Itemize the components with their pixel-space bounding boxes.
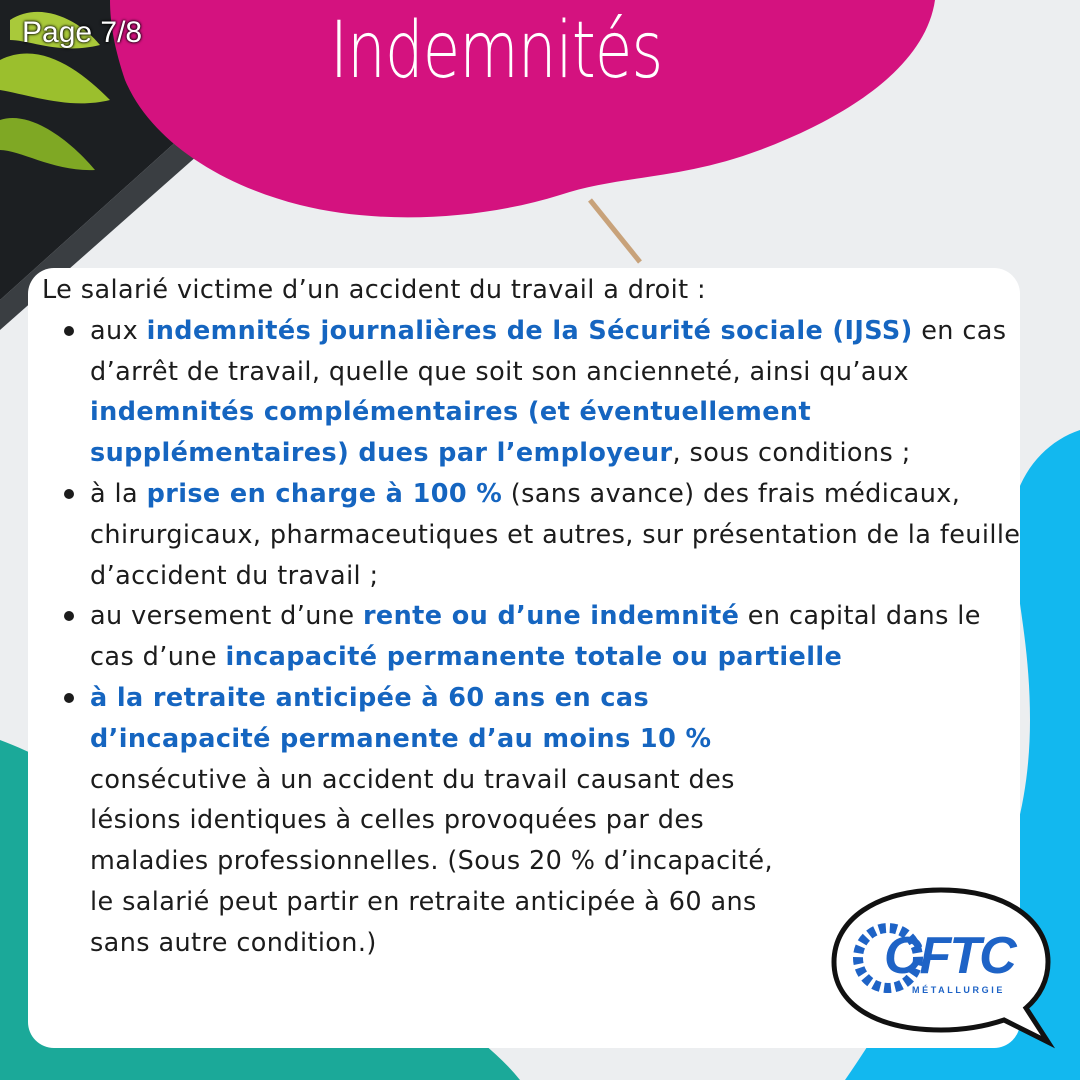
item-text: en capital dans le cas d’une: [90, 601, 981, 673]
list-item: [90, 596, 1027, 678]
logo-name: CFTC: [884, 927, 1015, 985]
rights-list: [42, 311, 1027, 964]
list-item: [90, 311, 1027, 474]
item-text: , sous conditions ;: [672, 438, 911, 469]
content-body: [42, 270, 1027, 964]
item-text: au versement d’une: [90, 601, 363, 632]
item-highlight: incapacité permanente totale ou partielle: [225, 642, 843, 673]
page-title: Indemnités: [330, 6, 663, 96]
logo-subtitle: MÉTALLURGIE: [912, 985, 1005, 995]
pencil-line: [590, 200, 640, 262]
intro-text: Le salarié victime d’un accident du travail a droit :: [42, 275, 707, 305]
item-highlight: rente ou d’une indemnité: [362, 601, 740, 632]
item-highlight: à la retraite anticipée à 60 ans en cas d’incapacité permanente d’au moins 10 %: [90, 682, 712, 754]
page-number: Page 7/8: [22, 16, 143, 49]
item-highlight: indemnités complémentaires (et éventuellement supplémentaires) dues par l’employeur: [90, 397, 812, 469]
item-text: consécutive à un accident du travail causant des lésions identiques à celles provoquées par des maladies professionnelles. (Sous 20 % d’incapacité, le salarié peut partir en retraite anticipée à 60 ans sans autre condition.): [90, 764, 774, 958]
item-highlight: indemnités journalières de la Sécurité sociale (IJSS): [146, 315, 913, 346]
list-item: [90, 474, 1027, 596]
item-text: (sans avance) des frais médicaux, chirurgicaux, pharmaceutiques et autres, sur présentation de la feuille d’accident du travail ;: [90, 478, 1021, 591]
item-text: en cas d’arrêt de travail, quelle que soit son ancienneté, ainsi qu’aux: [90, 315, 1007, 387]
item-text: aux: [90, 315, 147, 346]
item-text: à la: [90, 478, 147, 509]
item-highlight: prise en charge à 100 %: [146, 478, 503, 509]
